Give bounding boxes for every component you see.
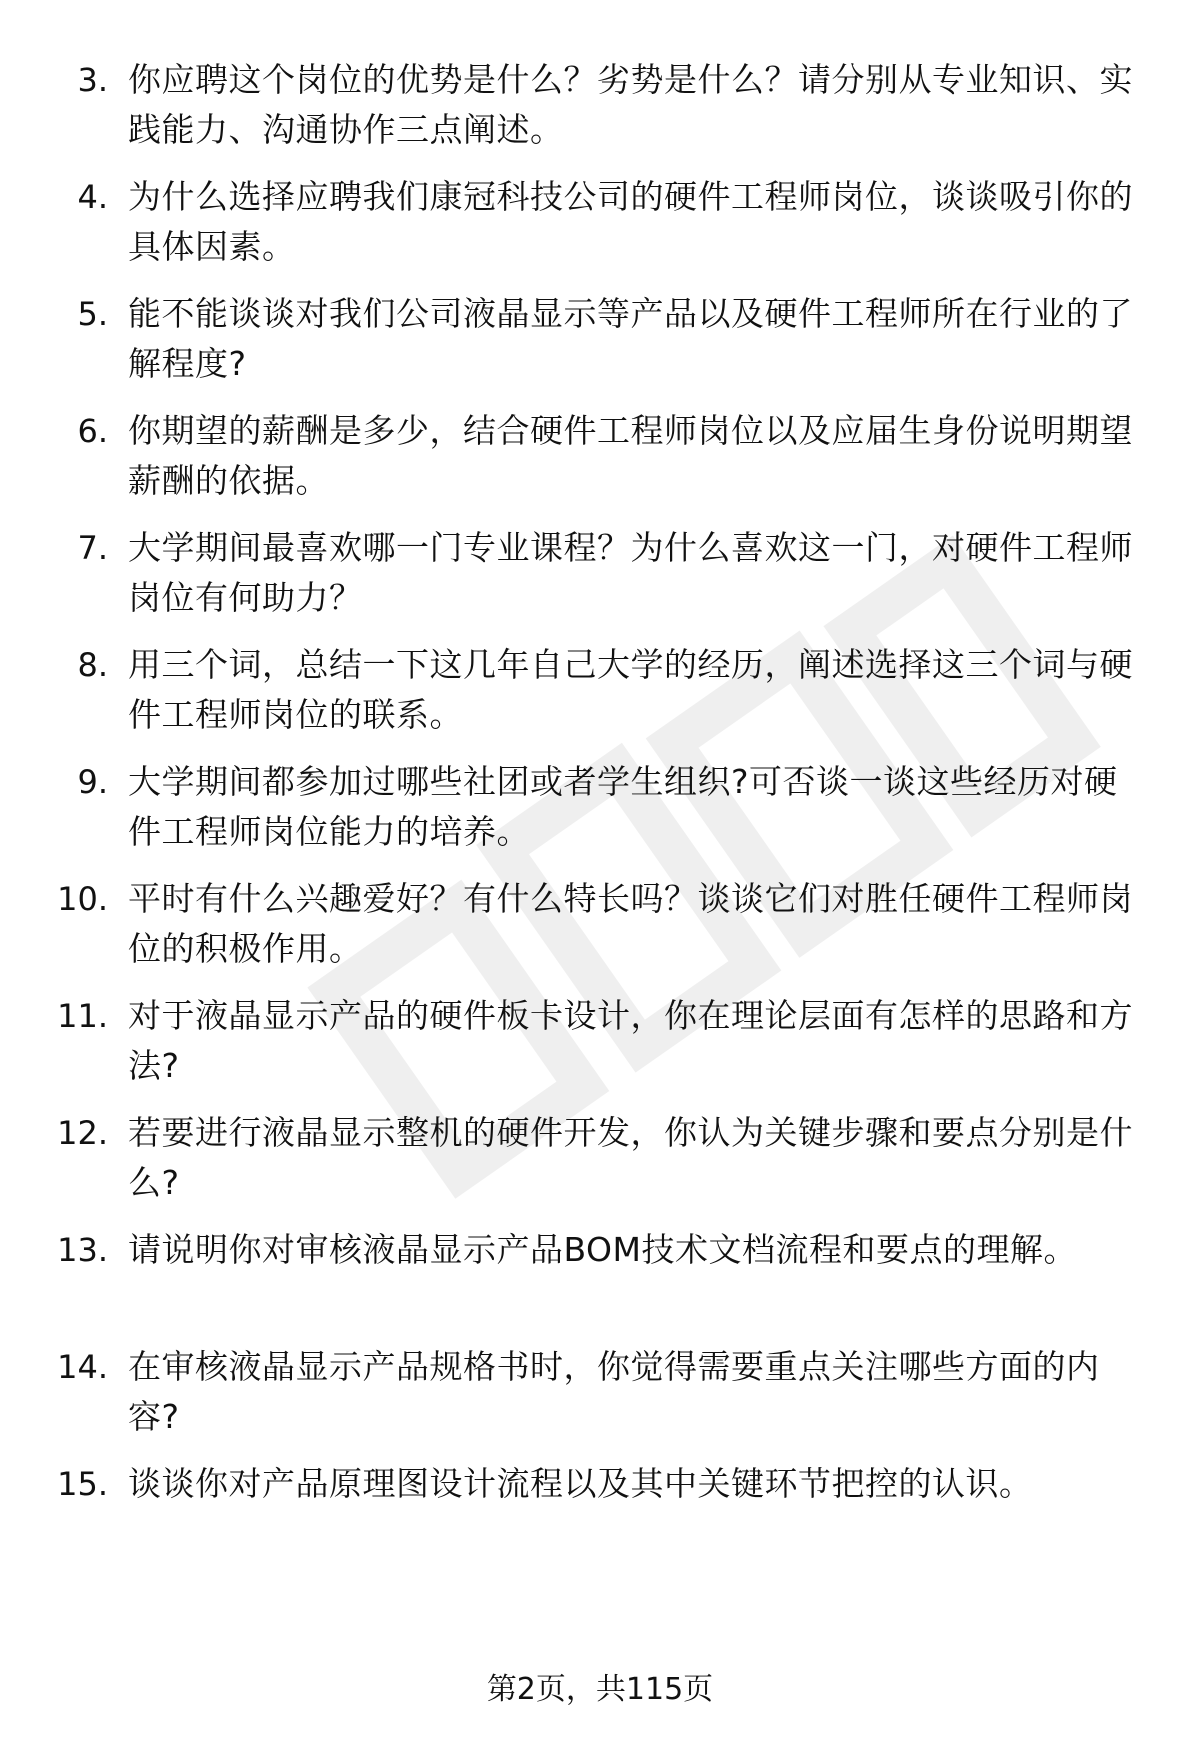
question-text: 平时有什么兴趣爱好？有什么特长吗？谈谈它们对胜任硬件工程师岗位的积极作用。 xyxy=(128,879,1133,968)
question-text: 请说明你对审核液晶显示产品BOM技术文档流程和要点的理解。 xyxy=(128,1230,1078,1269)
question-number: 10. xyxy=(57,880,108,918)
question-number: 9. xyxy=(77,763,108,801)
question-number: 12. xyxy=(57,1114,108,1152)
question-text: 若要进行液晶显示整机的硬件开发，你认为关键步骤和要点分别是什么? xyxy=(128,1113,1133,1202)
question-text: 大学期间都参加过哪些社团或者学生组织?可否谈一谈这些经历对硬件工程师岗位能力的培养。 xyxy=(128,762,1118,851)
question-text: 你应聘这个岗位的优势是什么？劣势是什么？请分别从专业知识、实践能力、沟通协作三点阐述。 xyxy=(128,60,1133,149)
question-text: 谈谈你对产品原理图设计流程以及其中关键环节把控的认识。 xyxy=(128,1464,1033,1503)
question-text: 你期望的薪酬是多少，结合硬件工程师岗位以及应届生身份说明期望薪酬的依据。 xyxy=(128,411,1133,500)
question-text: 大学期间最喜欢哪一门专业课程？为什么喜欢这一门，对硬件工程师岗位有何助力？ xyxy=(128,528,1133,617)
question-number: 6. xyxy=(77,412,108,450)
question-number: 11. xyxy=(57,997,108,1035)
question-number: 14. xyxy=(57,1348,108,1386)
question-text: 用三个词，总结一下这几年自己大学的经历，阐述选择这三个词与硬件工程师岗位的联系。 xyxy=(128,645,1133,734)
question-number: 7. xyxy=(77,529,108,567)
question-text: 在审核液晶显示产品规格书时，你觉得需要重点关注哪些方面的内容? xyxy=(128,1347,1100,1436)
page-number: 第2页，共115页 xyxy=(486,1672,714,1707)
question-number: 3. xyxy=(77,61,108,99)
question-text: 能不能谈谈对我们公司液晶显示等产品以及硬件工程师所在行业的了解程度? xyxy=(128,294,1133,383)
question-number: 15. xyxy=(57,1465,108,1503)
question-text: 为什么选择应聘我们康冠科技公司的硬件工程师岗位，谈谈吸引你的具体因素。 xyxy=(128,177,1133,266)
question-text: 对于液晶显示产品的硬件板卡设计，你在理论层面有怎样的思路和方法? xyxy=(128,996,1133,1085)
question-number: 13. xyxy=(57,1231,108,1269)
question-number: 5. xyxy=(77,295,108,333)
question-number: 8. xyxy=(77,646,108,684)
question-number: 4. xyxy=(77,178,108,216)
